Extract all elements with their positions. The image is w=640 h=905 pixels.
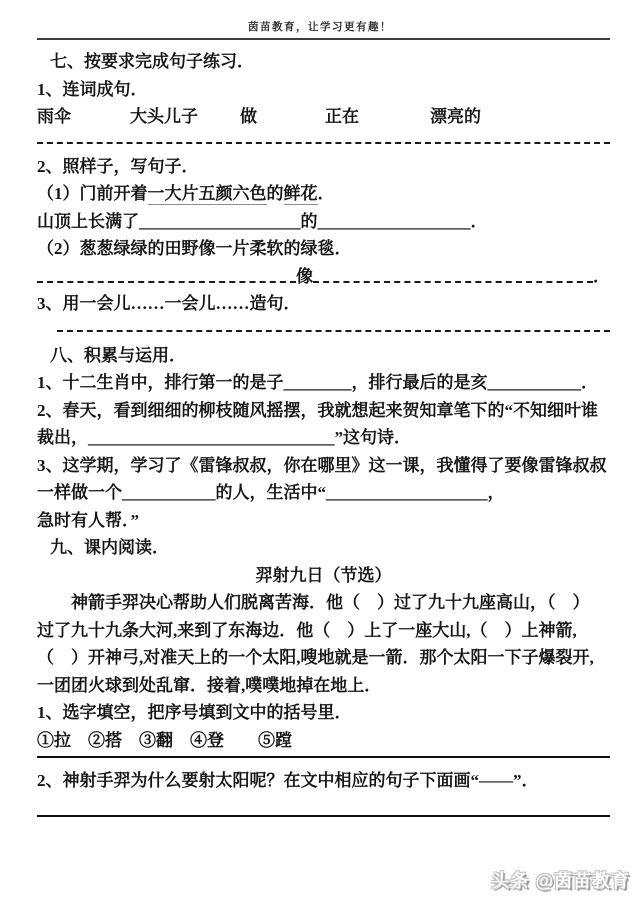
header-slogan: 茵苗教育，让学习更有趣！ bbox=[248, 22, 392, 33]
passage-line: 神箭手羿决心帮助人们脱离苦海．他（ ）过了九十九座高山，（ ） bbox=[71, 593, 590, 612]
section7-q1-label: 1、连词成句． bbox=[37, 79, 148, 99]
page-header bbox=[0, 0, 640, 34]
sentence-period: ． bbox=[593, 266, 610, 286]
section8-q3-line3: 急时有人帮．” bbox=[37, 510, 139, 530]
word-item: 大头儿子 bbox=[130, 107, 198, 126]
section8-q3-line1: 3、这学期，学习了《雷锋叔叔，你在哪里》这一课，我懂得了要像雷锋叔叔 bbox=[37, 455, 607, 475]
section9-q2: 2、神射手羿为什么要射太阳呢？在文中相应的句子下面画“——”． bbox=[37, 771, 539, 790]
word-item: 漂亮的 bbox=[430, 107, 481, 126]
like-character: 像 bbox=[296, 266, 314, 286]
example1-underlined-phrase: 一大片五颜六色 bbox=[147, 184, 267, 203]
answer-blank-line bbox=[37, 140, 610, 144]
section9-q1-options: ①拉 ②搭 ③翻 ④登 ⑤蹚 bbox=[37, 730, 292, 750]
passage-line: 一团团火球到处乱窜．接着,噗噗地掉在地上． bbox=[37, 675, 382, 695]
answer-blank-segment bbox=[313, 281, 593, 283]
section9-q1: 1、选字填空，把序号填到文中的括号里． bbox=[37, 703, 352, 722]
answer-rule-line bbox=[37, 755, 610, 758]
section8-q1: 1、十二生肖中，排行第一的是子________，排行最后的是亥___________． bbox=[37, 373, 598, 392]
section7-q2-example2: （2）葱葱绿绿的田野像一片柔软的绿毯． bbox=[37, 239, 352, 258]
section7-q2-example1-answer: 山顶上长满了___________________的__________________． bbox=[37, 211, 488, 231]
section7-q2-example1 bbox=[37, 180, 610, 208]
section7-heading: 七、按要求完成句子练习． bbox=[50, 52, 254, 71]
section9-heading: 九、课内阅读． bbox=[50, 538, 169, 557]
word-item: 做 bbox=[240, 107, 257, 126]
example1-period: ． bbox=[317, 184, 335, 203]
passage-line: 过了九十九条大河,来到了东海边．他（ ）上了一座大山,（ ）上神箭, bbox=[37, 620, 577, 640]
word-item: 雨伞 bbox=[37, 107, 71, 126]
section8-q2-line2: 裁出，_____________________________”这句诗． bbox=[37, 428, 411, 447]
section8-q3-line2: 一样做一个___________的人，生活中“___________________， bbox=[37, 483, 505, 502]
section7-q1-word-bank bbox=[37, 103, 610, 131]
example1-prefix: （1）门前开着 bbox=[37, 184, 148, 203]
passage-title: 羿射九日（节选） bbox=[255, 565, 392, 585]
answer-blank-line bbox=[57, 328, 610, 332]
section7-q2-example2-answer bbox=[37, 263, 610, 291]
worksheet-content bbox=[0, 40, 640, 817]
toutiao-watermark: 头条 @茵苗教育 bbox=[491, 871, 630, 891]
section7-q3-label: 3、用一会儿……一会儿……造句． bbox=[37, 294, 301, 313]
passage-line: （ ）开神弓,对准天上的一个太阳,嗖地就是一箭．那个太阳一下子爆裂开, bbox=[37, 648, 594, 667]
word-item: 正在 bbox=[325, 107, 359, 126]
example1-underlined-word: 鲜花 bbox=[283, 184, 318, 203]
answer-rule-line bbox=[37, 814, 610, 817]
answer-blank-segment bbox=[37, 281, 296, 283]
section8-heading: 八、积累与运用． bbox=[50, 345, 186, 365]
section7-q2-label: 2、照样子，写句子． bbox=[37, 156, 199, 176]
example1-mid: 的 bbox=[266, 184, 284, 203]
section8-q2-line1: 2、春天，看到细细的柳枝随风摇摆，我就想起来贺知章笔下的“不知细叶谁 bbox=[37, 400, 598, 420]
